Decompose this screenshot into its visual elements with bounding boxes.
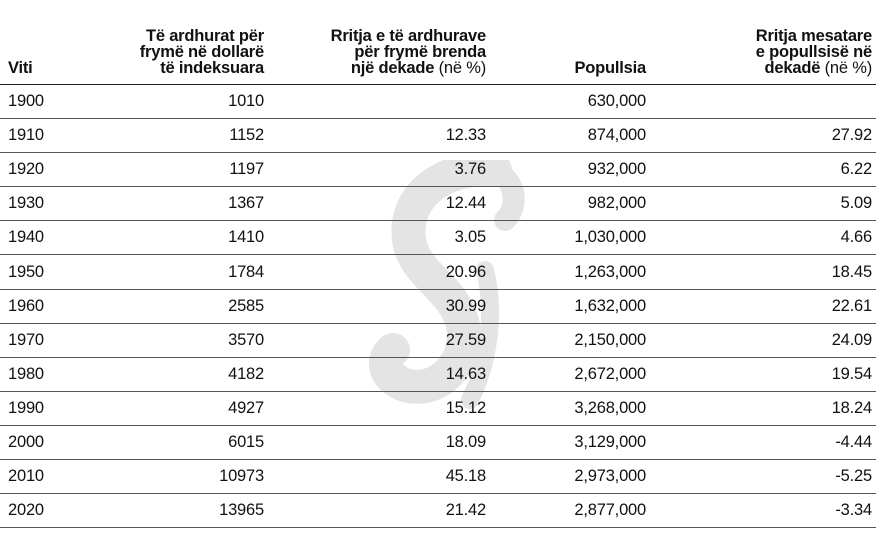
cell-income: 6015	[78, 425, 264, 459]
cell-population: 1,632,000	[486, 289, 646, 323]
cell-income: 4182	[78, 357, 264, 391]
table-row	[0, 85, 876, 119]
cell-year: 1990	[0, 391, 78, 425]
cell-income: 1367	[78, 187, 264, 221]
header-population-growth: Rritja mesatare e popullsisë në dekadë (në %)	[646, 0, 876, 85]
cell-population: 3,268,000	[486, 391, 646, 425]
cell-population: 630,000	[486, 85, 646, 119]
cell-population-growth: -4.44	[646, 425, 876, 459]
table-row	[0, 221, 876, 255]
header-year: Viti	[0, 0, 78, 85]
cell-year: 1950	[0, 255, 78, 289]
cell-income: 3570	[78, 323, 264, 357]
cell-year: 1960	[0, 289, 78, 323]
cell-income-growth: 30.99	[264, 289, 486, 323]
cell-population-growth: 4.66	[646, 221, 876, 255]
cell-income-growth: 27.59	[264, 323, 486, 357]
cell-income-growth: 3.05	[264, 221, 486, 255]
cell-population: 2,973,000	[486, 460, 646, 494]
cell-income: 1784	[78, 255, 264, 289]
table-row	[0, 187, 876, 221]
cell-income-growth: 12.33	[264, 119, 486, 153]
table-row	[0, 494, 876, 528]
cell-population: 932,000	[486, 153, 646, 187]
cell-income-growth: 21.42	[264, 494, 486, 528]
table-row	[0, 425, 876, 459]
table-row	[0, 153, 876, 187]
cell-income: 13965	[78, 494, 264, 528]
cell-year: 1910	[0, 119, 78, 153]
cell-income: 10973	[78, 460, 264, 494]
header-row	[0, 0, 876, 85]
cell-population-growth	[646, 85, 876, 119]
cell-population-growth: -3.34	[646, 494, 876, 528]
cell-population-growth: 6.22	[646, 153, 876, 187]
cell-year: 1930	[0, 187, 78, 221]
cell-population: 2,877,000	[486, 494, 646, 528]
cell-population-growth: 24.09	[646, 323, 876, 357]
cell-income-growth: 14.63	[264, 357, 486, 391]
header-income-growth: Rritja e të ardhurave për frymë brenda një dekade (në %)	[264, 0, 486, 85]
cell-population-growth: 22.61	[646, 289, 876, 323]
cell-income: 1152	[78, 119, 264, 153]
cell-income: 1410	[78, 221, 264, 255]
table-row	[0, 357, 876, 391]
cell-population: 874,000	[486, 119, 646, 153]
table-row	[0, 255, 876, 289]
cell-year: 2010	[0, 460, 78, 494]
cell-population: 2,672,000	[486, 357, 646, 391]
cell-year: 1900	[0, 85, 78, 119]
cell-population: 1,263,000	[486, 255, 646, 289]
cell-income-growth	[264, 85, 486, 119]
cell-income: 4927	[78, 391, 264, 425]
cell-population-growth: 18.24	[646, 391, 876, 425]
cell-income-growth: 18.09	[264, 425, 486, 459]
cell-income: 2585	[78, 289, 264, 323]
cell-population: 3,129,000	[486, 425, 646, 459]
cell-income-growth: 45.18	[264, 460, 486, 494]
table-row	[0, 460, 876, 494]
cell-year: 1920	[0, 153, 78, 187]
table-row	[0, 119, 876, 153]
cell-population: 1,030,000	[486, 221, 646, 255]
cell-income-growth: 3.76	[264, 153, 486, 187]
cell-income-growth: 12.44	[264, 187, 486, 221]
cell-population-growth: 27.92	[646, 119, 876, 153]
cell-year: 2020	[0, 494, 78, 528]
cell-income-growth: 15.12	[264, 391, 486, 425]
cell-year: 2000	[0, 425, 78, 459]
cell-population-growth: 19.54	[646, 357, 876, 391]
header-income: Të ardhurat për frymë në dollarë të indeksuara	[78, 0, 264, 85]
cell-year: 1980	[0, 357, 78, 391]
cell-year: 1940	[0, 221, 78, 255]
cell-population-growth: 18.45	[646, 255, 876, 289]
cell-income-growth: 20.96	[264, 255, 486, 289]
cell-population-growth: -5.25	[646, 460, 876, 494]
table-row	[0, 289, 876, 323]
cell-population-growth: 5.09	[646, 187, 876, 221]
table-row	[0, 323, 876, 357]
cell-year: 1970	[0, 323, 78, 357]
cell-population: 2,150,000	[486, 323, 646, 357]
cell-income: 1197	[78, 153, 264, 187]
header-population: Popullsia	[486, 0, 646, 85]
table-row	[0, 391, 876, 425]
cell-population: 982,000	[486, 187, 646, 221]
cell-income: 1010	[78, 85, 264, 119]
